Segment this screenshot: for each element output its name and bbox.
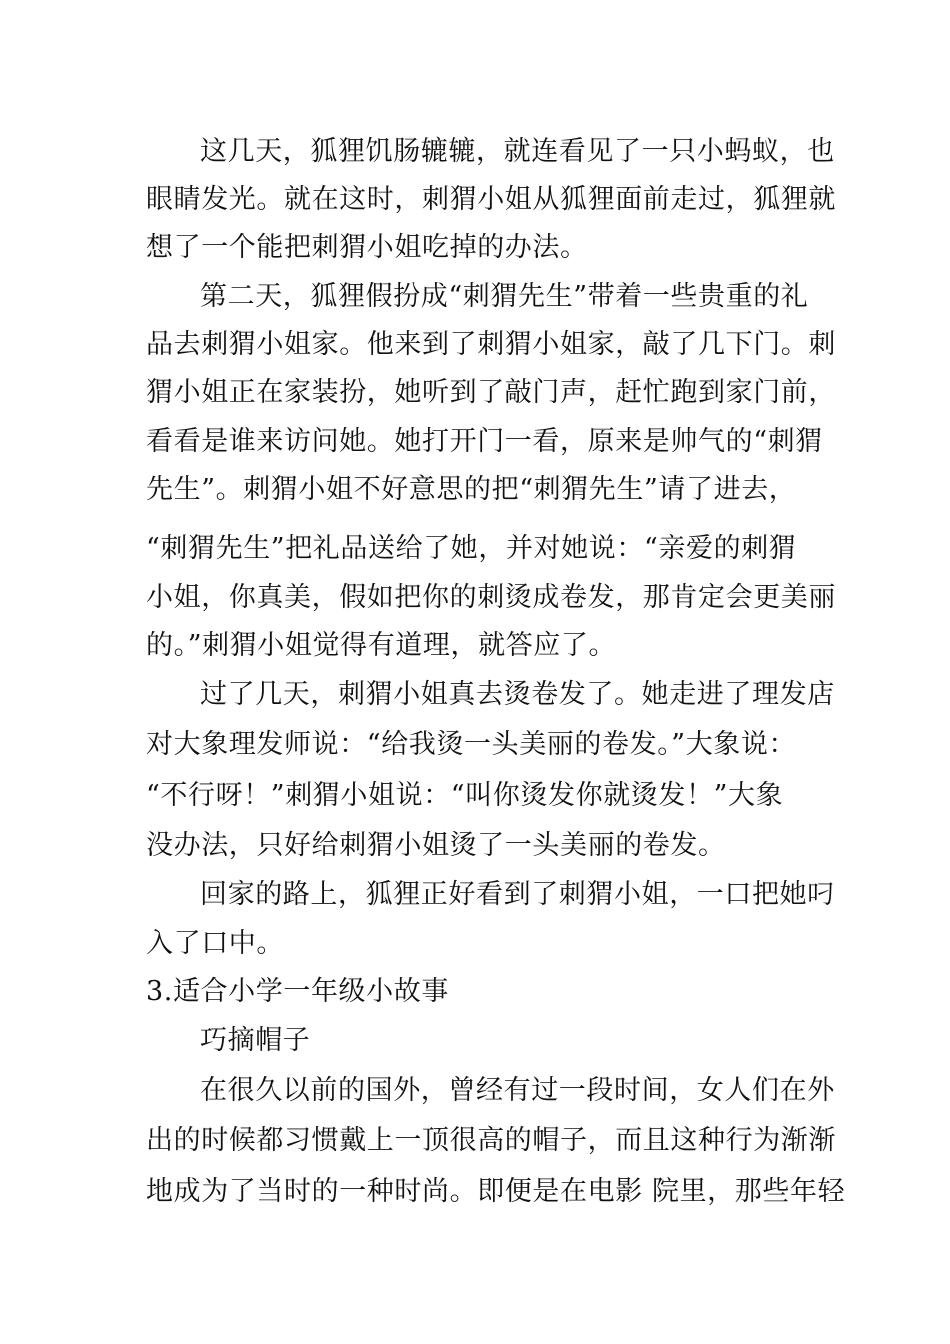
- section-heading: 3.适合小学一年级小故事: [146, 976, 449, 1007]
- paragraph-line: “刺猬先生”把礼品送给了她，并对她说：“亲爱的刺猬: [146, 533, 797, 564]
- paragraph-line: 第二天，狐狸假扮成“刺猬先生”带着一些贵重的礼: [200, 281, 809, 312]
- paragraph-line: 没办法，只好给刺猬小姐烫了一头美丽的卷发。: [146, 830, 726, 861]
- paragraph-line: 猬小姐正在家装扮，她听到了敲门声，赶忙跑到家门前，: [146, 377, 836, 408]
- paragraph-line: 在很久以前的国外，曾经有过一段时间，女人们在外: [200, 1075, 835, 1106]
- paragraph-line: “不行呀！”刺猬小姐说：“叫你烫发你就烫发！”大象: [146, 780, 784, 811]
- paragraph-line: 回家的路上，狐狸正好看到了刺猬小姐，一口把她叼: [200, 879, 835, 910]
- paragraph-line: 想了一个能把刺猬小姐吃掉的办法。: [146, 232, 588, 263]
- paragraph-line: 品去刺猬小姐家。他来到了刺猬小姐家，敲了几下门。刺: [146, 329, 836, 360]
- paragraph-line: 入了口中。: [146, 928, 284, 959]
- paragraph-line: 过了几天，刺猬小姐真去烫卷发了。她走进了理发店: [200, 679, 835, 710]
- story-title: 巧摘帽子: [200, 1025, 311, 1056]
- paragraph-line: 眼睛发光。就在这时，刺猬小姐从狐狸面前走过，狐狸就: [146, 184, 836, 215]
- paragraph-line: 地成为了当时的一种时尚。即便是在电影 院里，那些年轻: [146, 1176, 846, 1207]
- paragraph-line: 对大象理发师说：“给我烫一头美丽的卷发。”大象说：: [146, 729, 797, 760]
- paragraph-line: 出的时候都习惯戴上一顶很高的帽子，而且这种行为渐渐: [146, 1125, 836, 1156]
- paragraph-line: 小姐，你真美，假如把你的刺烫成卷发，那肯定会更美丽: [146, 582, 836, 613]
- paragraph-line: 看看是谁来访问她。她打开门一看，原来是帅气的“刺猬: [146, 426, 823, 457]
- paragraph-line: 这几天，狐狸饥肠辘辘，就连看见了一只小蚂蚁，也: [200, 136, 835, 167]
- paragraph-line: 先生”。刺猬小姐不好意思的把“刺猬先生”请了进去，: [146, 474, 797, 505]
- paragraph-line: 的。”刺猬小姐觉得有道理，就答应了。: [146, 630, 617, 661]
